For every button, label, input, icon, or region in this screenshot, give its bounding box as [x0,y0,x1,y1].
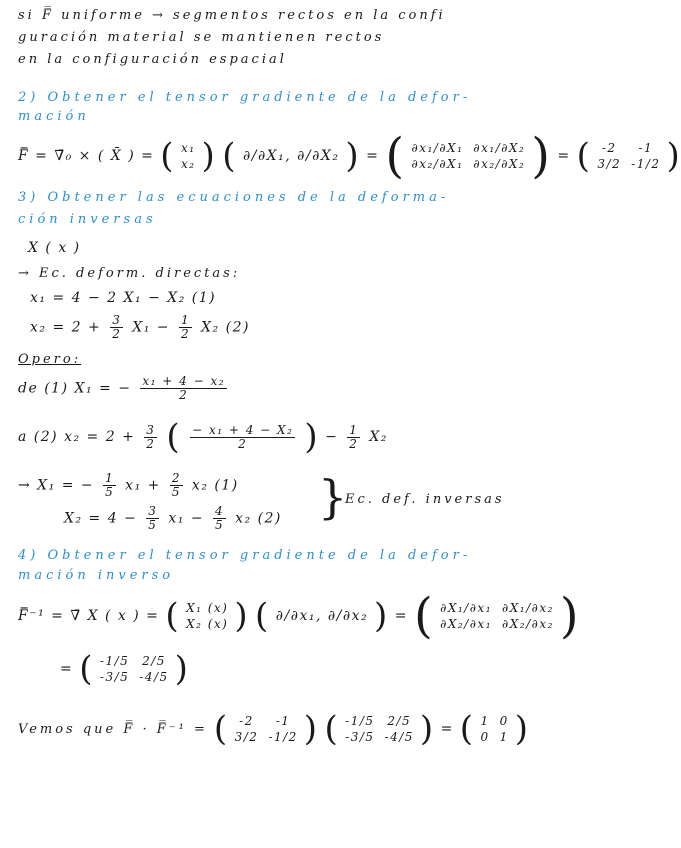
matrix-entry: -2 [239,714,254,728]
section4-title-2: mación inverso [18,568,175,583]
derive-part: a (2) x₂ = 2 + [18,429,136,445]
matrix-entry: -1/5 [99,654,130,668]
section4-X-vector [186,601,228,631]
final-matrix-F [235,714,298,744]
fraction-1-2 [347,424,360,451]
jacobian-entry: ∂x₂/∂X₂ [473,157,526,171]
section2-result-matrix [597,141,660,171]
section2-title-2: mación [18,109,90,124]
vec-entry: X₁ (x) [186,601,229,615]
paren-right: ) [666,136,681,176]
paren-left: ( [459,709,475,749]
fraction-4-5 [213,505,226,532]
frac-den: 2 [112,327,122,341]
inverse-part: X₂ = 4 − [64,510,138,527]
section3-inverse-1 [18,472,239,499]
section2-jacobian [412,141,526,171]
section3-title-2: ción inversas [18,212,157,227]
jacobian-entry: ∂x₂/∂X₁ [411,157,464,171]
paren-left: ( [576,136,592,176]
jacobian-entry: ∂X₁/∂x₁ [440,601,493,615]
paren-left: ( [222,136,238,176]
section3-derive-2 [18,417,388,457]
paren-right: ) [374,596,389,636]
section4-jacobian [440,601,554,631]
paren-left: ( [324,709,340,749]
frac-den: 5 [105,485,115,499]
grad-entry: ∂/∂x₁ [275,608,316,624]
inverse-part: x₂ (2) [235,510,282,527]
paren-left: ( [413,588,435,644]
jacobian-entry: ∂x₁/∂X₁ [411,141,464,155]
matrix-entry: -4/5 [384,730,414,744]
derive-part: de (1) X₁ = − [18,380,132,397]
fraction-1-2 [179,314,192,341]
paren-right: ) [303,709,319,749]
frac-den: 2 [349,436,359,451]
frac-num: 1 [181,313,191,327]
matrix-entry: 1 [480,714,490,728]
matrix-entry: 3/2 [234,730,259,744]
section3-direct-label: → Ec. deform. directas: [18,266,241,281]
inverse-part: x₁ − [168,510,205,527]
vec-entry: x₁ [181,141,196,155]
frac-num: 3 [148,504,158,518]
matrix-entry: 1 [499,730,509,744]
paren-right: ) [419,709,435,749]
derive-part: − [325,429,339,445]
paren-left: ( [166,417,182,457]
section2-position-vector [181,141,196,171]
frac-den: 2 [146,436,156,451]
jacobian-entry: ∂x₁/∂X₂ [473,141,526,155]
frac-num: 1 [349,422,359,437]
fraction-3-2 [110,314,123,341]
section2-title-1: 2) Obtener el tensor gradiente de la defor- [18,90,472,105]
frac-num: 4 [215,504,225,518]
inverse-equations-label: Ec. def. inversas [345,492,505,507]
paren-right: ) [531,128,552,184]
eq2-part: x₂ = 2 + [30,319,102,336]
matrix-entry: 2/5 [142,654,166,668]
grad-entry: ∂/∂x₂ [327,608,369,624]
paren-left: ( [385,128,406,184]
frac-den: 5 [171,485,181,499]
section3-title-1: 3) Obtener las ecuaciones de la deforma- [18,190,450,205]
section3-eq2 [30,314,250,341]
paren-right: ) [174,649,190,689]
equals-sign: = [394,608,408,624]
final-label: Vemos que F̿ · F̿⁻¹ = [18,722,208,737]
fraction-3-2 [144,424,157,451]
inverse-part: → X₁ = − [18,477,95,494]
frac-den: 2 [238,436,248,451]
inverse-part: x₁ + [125,477,161,494]
derive-fraction [140,375,227,402]
eq2-part: X₁ − [132,319,171,336]
section4-result [60,649,190,689]
matrix-entry: -1/2 [631,157,661,171]
matrix-entry: -1 [275,714,291,728]
paren-left: ( [79,649,94,689]
equals-sign: = [60,661,74,677]
frac-num: 2 [171,471,181,485]
paren-right: ) [345,136,361,176]
paren-right: ) [304,417,320,457]
section3-eq1: x₁ = 4 − 2 X₁ − X₂ (1) [30,290,217,306]
frac-den: 5 [215,518,225,532]
fraction-2-5 [170,472,183,499]
intro-line-2: guración material se mantienen rectos [18,30,385,45]
section3-X-of-x: X ( x ) [28,240,81,256]
section3-inverse-2 [64,505,282,532]
paren-right: ) [559,588,581,644]
matrix-entry: -1/2 [268,730,298,744]
frac-num: 3 [146,422,156,437]
matrix-entry: 2/5 [387,714,412,728]
matrix-entry: 3/2 [597,157,622,171]
paren-left: ( [165,596,181,636]
grad-entry: ∂/∂X₁ [242,148,286,164]
final-verification: Vemos que F̿ · F̿⁻¹ = ( -2 -1 3/2 -1/2 ) ( -1/5 2/5 -3/5 -4/5 ) = ( 1 0 0 1 ) [18,709,530,749]
frac-num: x₁ + 4 − x₂ [142,374,226,388]
final-matrix-F-inverse [345,714,414,744]
section2-lhs: F̿ = ∇̄₀ × ( X̄ ) = [18,148,155,164]
matrix-entry: -3/5 [345,730,375,744]
vec-entry: x₂ [181,157,196,171]
matrix-entry: 0 [499,714,509,728]
frac-den: 2 [181,327,191,341]
frac-den: 2 [179,388,189,402]
paren-right: ) [514,709,530,749]
intro-line-1: si F̿ uniforme → segmentos rectos en la confi [18,8,446,23]
fraction-3-5 [146,505,159,532]
jacobian-entry: ∂X₂/∂x₁ [440,617,493,631]
opero-label: Opero: [18,352,82,367]
matrix-entry: -4/5 [139,670,169,684]
matrix-entry: 0 [480,730,490,744]
identity-matrix [480,714,508,744]
section4-title-1: 4) Obtener el tensor gradiente de la defor- [18,548,472,563]
intro-line-3: en la configuración espacial [18,52,287,67]
derive-part: X₂ [369,429,388,445]
section4-result-matrix [100,654,169,684]
inverse-brace: } [318,470,349,524]
paren-right: ) [234,596,250,636]
frac-num: 1 [105,471,115,485]
paren-right: ) [201,136,217,176]
inverse-part: x₂ (1) [191,477,239,494]
derive-fraction [190,424,295,451]
paren-left: ( [255,596,270,636]
matrix-entry: -3/5 [99,670,130,684]
jacobian-entry: ∂X₁/∂x₂ [502,601,554,615]
matrix-entry: -1/5 [345,714,375,728]
frac-den: 5 [148,518,158,532]
paren-left: ( [213,709,229,749]
frac-num: − x₁ + 4 − X₂ [192,422,294,437]
vec-entry: X₂ (x) [186,617,229,631]
grad-entry: ∂/∂X₂ [297,148,340,164]
paren-left: ( [160,136,176,176]
section4-equation: F̿⁻¹ = ∇̄ X ( x ) = ( X₁ (x) X₂ (x) ) ( ∂/∂x₁, ∂/∂x₂ ) = ( ∂X₁/∂x₁ ∂X₁/∂x₂ ∂X₂/∂x₁ ∂X₂/∂x₂ ) [18,588,581,644]
section4-lhs: F̿⁻¹ = ∇̄ X ( x ) = [18,608,160,624]
eq2-part: X₂ (2) [201,319,250,336]
jacobian-entry: ∂X₂/∂x₂ [502,617,554,631]
matrix-entry: -1 [638,141,654,155]
section2-equation: F̿ = ∇̄₀ × ( X̄ ) = ( x₁ x₂ ) ( ∂/∂X₁, ∂/∂X₂ ) = ( ∂x₁/∂X₁ ∂x₁/∂X₂ ∂x₂/∂X₁ ∂x₂/∂X₂ ) = ( -2 -1 3/2 -1/2 ) [18,128,681,184]
fraction-1-5 [103,472,116,499]
matrix-entry: -2 [601,141,617,155]
section3-derive-1 [18,375,230,402]
frac-num: 3 [112,313,122,327]
